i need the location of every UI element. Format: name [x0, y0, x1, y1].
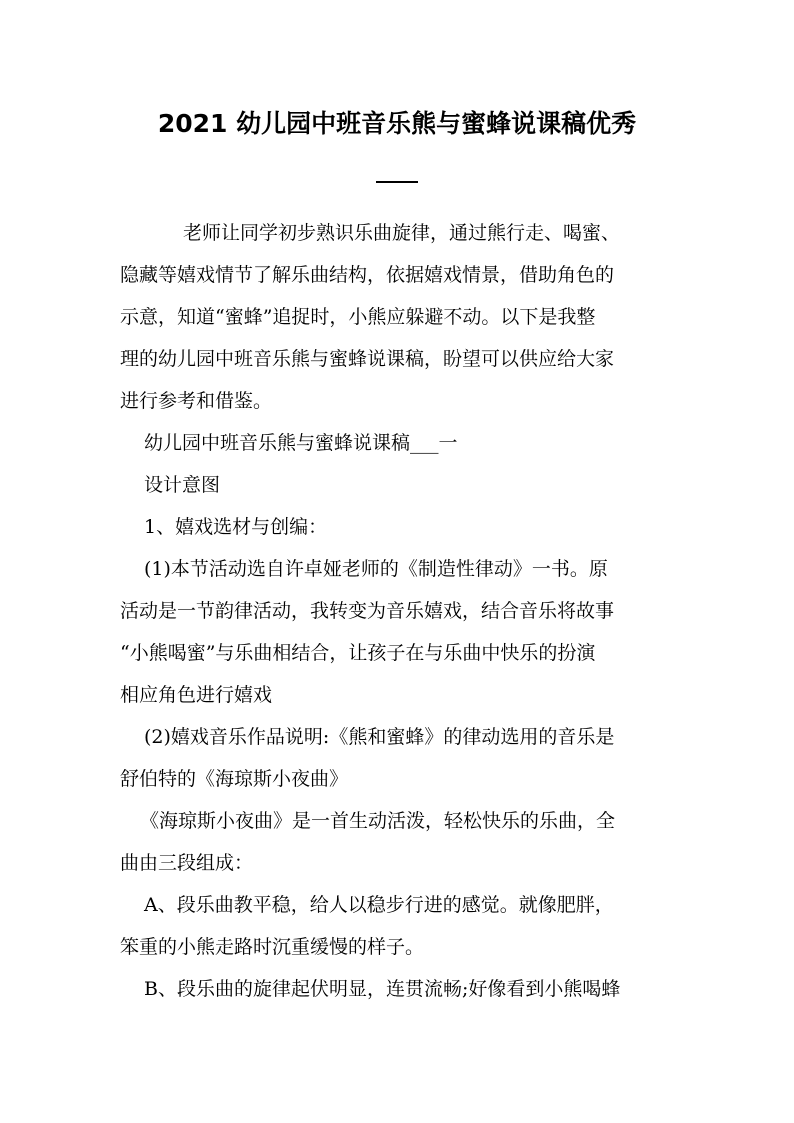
title-underline: [376, 181, 418, 183]
document-title: 2021 幼儿园中班音乐熊与蜜蜂说课稿优秀: [157, 109, 637, 138]
section-heading: 幼儿园中班音乐熊与蜜蜂说课稿___一: [144, 432, 458, 454]
paragraph-line: (1)本节活动选自许卓娅老师的《制造性律动》一书。原: [144, 558, 608, 580]
paragraph-line: 舒伯特的《海琼斯小夜曲》: [120, 768, 349, 790]
paragraph-line: 笨重的小熊走路时沉重缓慢的样子。: [120, 936, 425, 958]
section-heading: 设计意图: [144, 474, 221, 496]
document-body: [120, 212, 680, 1010]
paragraph-line: 《海琼斯小夜曲》是一首生动活泼，轻松快乐的乐曲，全: [140, 810, 616, 832]
paragraph-line: 示意，知道“蜜蜂”追捉时，小熊应躲避不动。以下是我整: [120, 306, 596, 328]
paragraph-line: 曲由三段组成：: [120, 852, 254, 874]
paragraph-line: 隐藏等嬉戏情节了解乐曲结构，依据嬉戏情景，借助角色的: [120, 264, 615, 286]
paragraph-line: 进行参考和借鉴。: [120, 390, 273, 412]
paragraph-line: (2)嬉戏音乐作品说明:《熊和蜜蜂》的律动选用的音乐是: [144, 726, 615, 748]
paragraph-line: A、段乐曲教平稳，给人以稳步行进的感觉。就像肥胖，: [144, 894, 614, 916]
paragraph-line: B、段乐曲的旋律起伏明显，连贯流畅;好像看到小熊喝蜂: [144, 978, 621, 1000]
paragraph-line: 老师让同学初步熟识乐曲旋律，通过熊行走、喝蜜、: [183, 222, 621, 244]
subsection-heading: 1、嬉戏选材与创编：: [144, 516, 328, 538]
paragraph-line: 相应角色进行嬉戏: [120, 684, 273, 706]
paragraph-line: 理的幼儿园中班音乐熊与蜜蜂说课稿，盼望可以供应给大家: [120, 348, 615, 370]
paragraph-line: “小熊喝蜜”与乐曲相结合，让孩子在与乐曲中快乐的扮演: [120, 642, 596, 664]
paragraph-line: 活动是一节韵律活动，我转变为音乐嬉戏，结合音乐将故事: [120, 600, 615, 622]
